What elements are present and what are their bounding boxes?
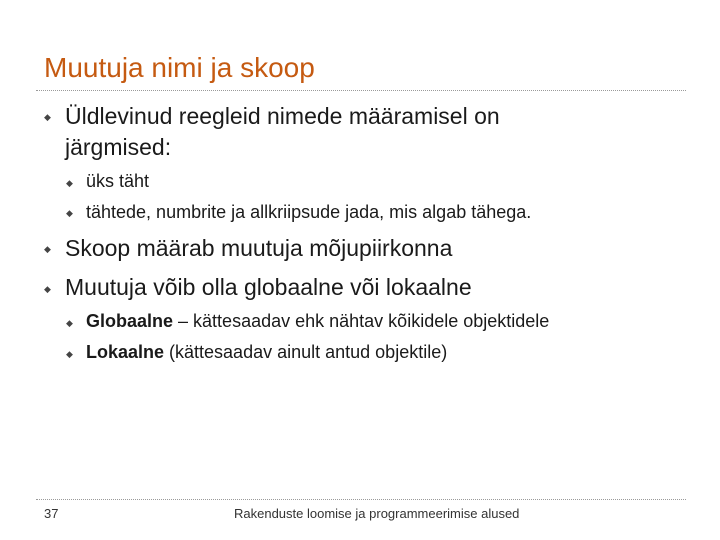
bullet-icon: ◆ — [44, 244, 51, 254]
sub-bullet-text: üks täht — [86, 171, 150, 191]
sub-bullet-text: tähtede, numbrite ja allkriipsude jada, mis algab tähega. — [86, 202, 532, 222]
bullet-icon: ◆ — [44, 112, 51, 122]
bullet-text-scope: Skoop määrab muutuja mõjupiirkonna — [65, 235, 453, 261]
bullet-icon: ◆ — [66, 178, 73, 188]
term-global-desc: – kättesaadav ehk nähtav kõikidele objektidele — [173, 311, 550, 331]
title-divider — [36, 90, 686, 91]
bullet-icon: ◆ — [66, 208, 73, 218]
footer-divider — [36, 499, 686, 500]
bullet-text-rules-line2: järgmised: — [65, 134, 172, 160]
term-local: Lokaalne — [86, 342, 165, 362]
term-global: Globaalne — [86, 311, 174, 331]
term-local-desc: (kättesaadav ainult antud objektile) — [164, 342, 448, 362]
page-number: 37 — [44, 506, 59, 521]
sub-bullet-local — [86, 340, 447, 364]
slide-title: Muutuja nimi ja skoop — [44, 52, 315, 83]
footer-course-title: Rakenduste loomise ja programmeerimise alused — [234, 506, 520, 521]
bullet-text-global-local: Muutuja võib olla globaalne või lokaalne — [65, 274, 472, 300]
bullet-icon: ◆ — [44, 284, 51, 294]
bullet-text-rules-line1: Üldlevinud reegleid nimede määramisel on — [65, 103, 500, 129]
bullet-icon: ◆ — [66, 349, 73, 359]
sub-bullet-global — [86, 309, 549, 333]
bullet-icon: ◆ — [66, 318, 73, 328]
bullet-text-rules — [65, 101, 500, 163]
